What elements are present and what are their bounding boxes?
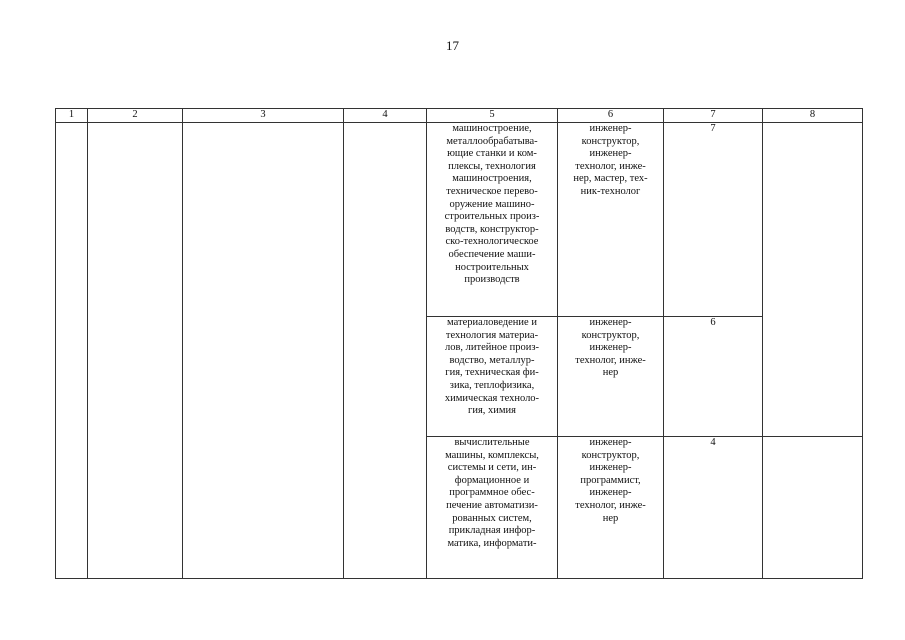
col7-value: 6 [664,317,763,437]
requirements-table [55,108,863,579]
header-cell-7: 7 [664,109,763,123]
col3-cell [183,123,344,579]
header-cell-8: 8 [763,109,863,123]
qualifications-cell: инженер- конструктор, инженер- технолог, инже- нер, мастер, тех- ник-технолог [558,123,664,317]
col4-cell [344,123,427,579]
header-cell-5: 5 [427,109,558,123]
col7-value: 4 [664,437,763,579]
header-cell-2: 2 [88,109,183,123]
col8-cell [763,123,863,437]
header-cell-4: 4 [344,109,427,123]
col1-cell [56,123,88,579]
col2-cell [88,123,183,579]
specialties-cell: вычислительные машины, комплексы, системы и сети, ин- формационное и программное обес- печение автоматизи- рованных систем, прикладная инфор- матика, информати- [427,437,558,579]
qualifications-cell: инженер- конструктор, инженер- программист, инженер- технолог, инже- нер [558,437,664,579]
specialties-cell: машиностроение, металлообрабатыва- ющие станки и ком- плексы, технология машиностроения, техническое перево- оружение машино- строительных произ- водств, конструктор- ско-технологическое обеспечение маши- ностроительных производств [427,123,558,317]
specialties-cell: материаловедение и технология материа- лов, литейное произ- водство, металлур- гия, техническая фи- зика, теплофизика, химическая техноло- гия, химия [427,317,558,437]
header-cell-3: 3 [183,109,344,123]
header-cell-1: 1 [56,109,88,123]
qualifications-cell: инженер- конструктор, инженер- технолог, инже- нер [558,317,664,437]
header-cell-6: 6 [558,109,664,123]
col7-value: 7 [664,123,763,317]
page-number: 17 [446,38,459,53]
col8-cell [763,437,863,579]
table-row [56,123,863,317]
table-header-row [56,109,863,123]
